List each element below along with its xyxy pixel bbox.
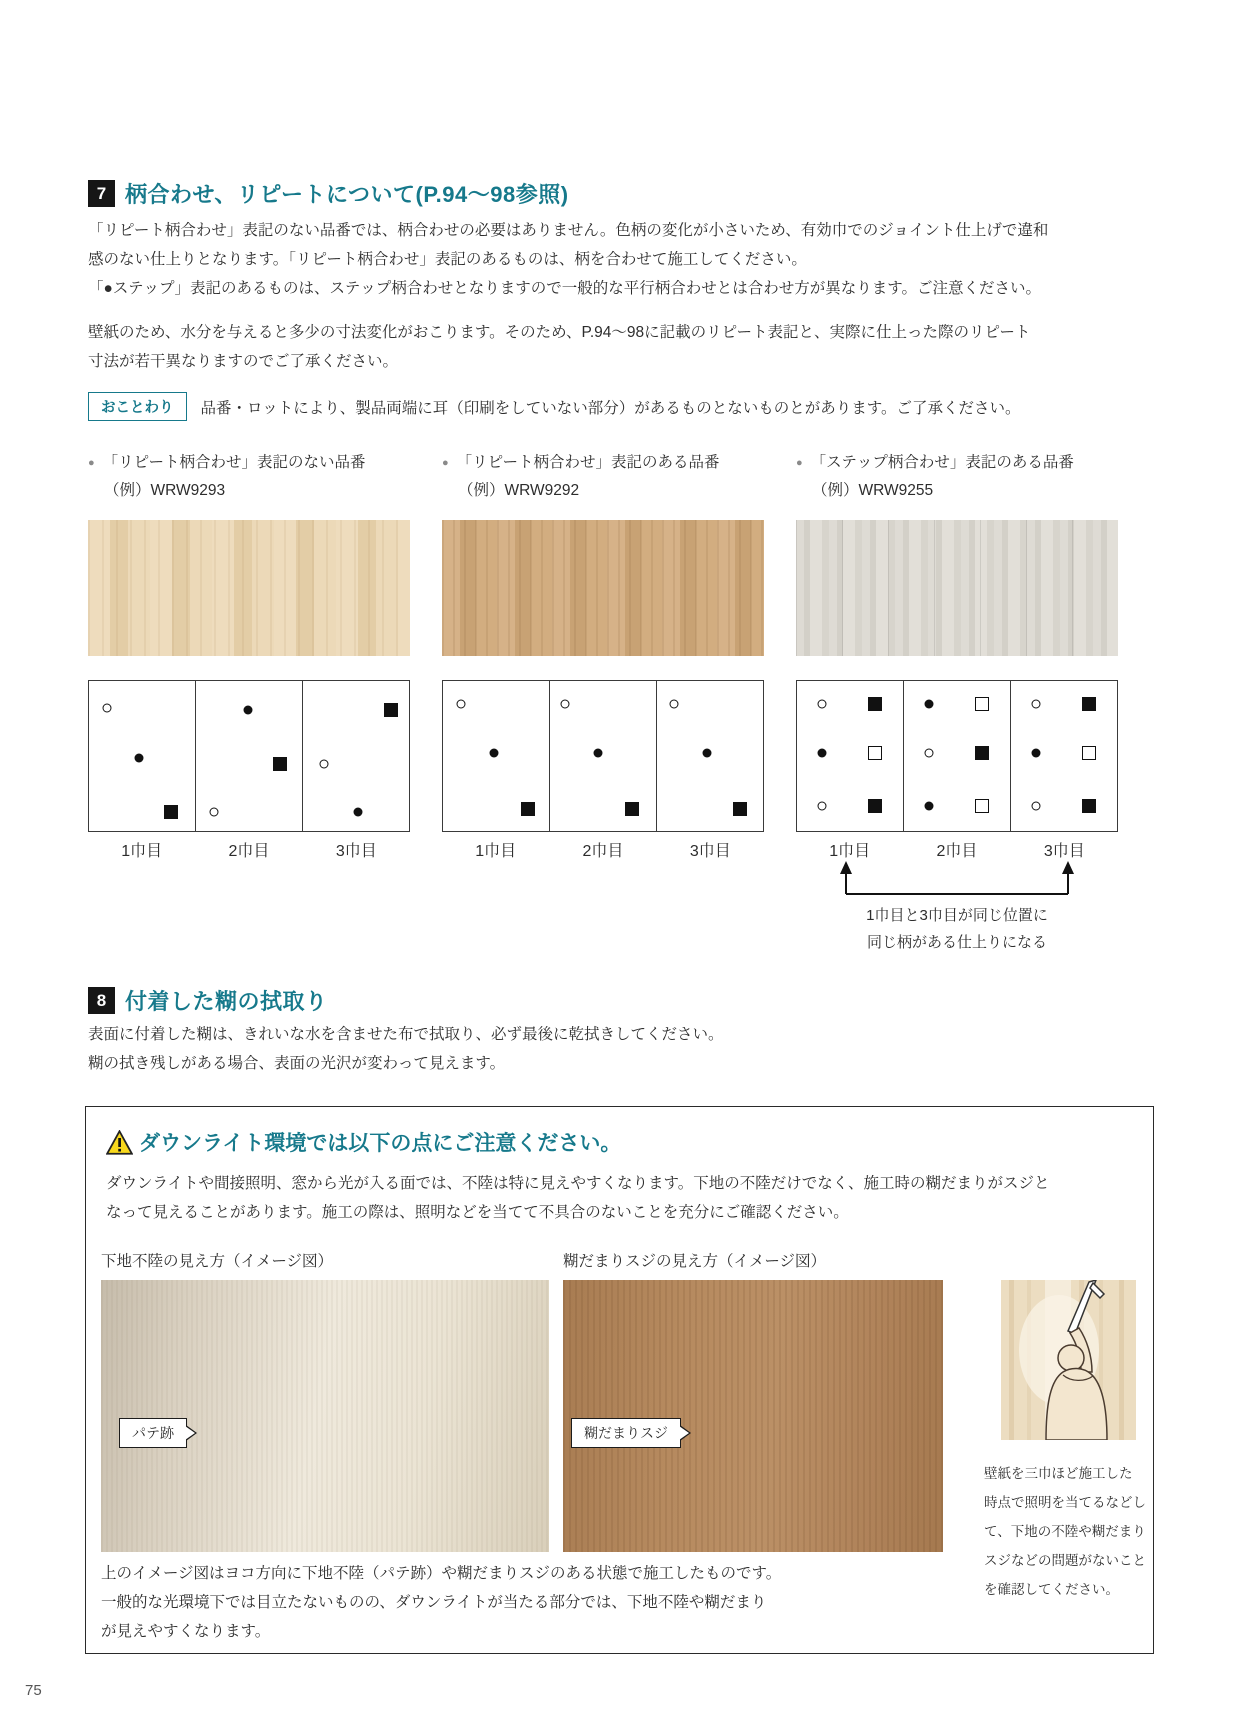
side-note-text bbox=[984, 1459, 1156, 1604]
pattern-marker bbox=[925, 749, 934, 758]
section8-title: 付着した糊の拭取り bbox=[125, 989, 328, 1014]
substrate-unevenness-image bbox=[101, 1280, 549, 1552]
pattern-marker bbox=[925, 801, 934, 810]
text-line: 寸法が若干異なりますのでご了承ください。 bbox=[88, 353, 399, 370]
okotowari-label: おことわり bbox=[88, 392, 187, 421]
text-line: 糊の拭き残しがある場合、表面の光沢が変わって見えます。 bbox=[88, 1055, 506, 1072]
pattern-column-step bbox=[796, 452, 1118, 951]
okotowari-text: 品番・ロットにより、製品両端に耳（印刷をしていない部分）があるものとないものとがあります。ご了承ください。 bbox=[200, 399, 1021, 417]
pattern-marker bbox=[818, 801, 827, 810]
okotowari-notice bbox=[88, 392, 1020, 421]
width-labels bbox=[442, 838, 764, 861]
pattern-marker bbox=[818, 699, 827, 708]
pattern-marker bbox=[975, 799, 989, 813]
pattern-caption bbox=[796, 452, 1118, 474]
caution-paragraph bbox=[106, 1169, 1050, 1227]
pattern-marker bbox=[868, 697, 882, 711]
pattern-diagram bbox=[796, 680, 1118, 832]
page-number: 75 bbox=[25, 1682, 42, 1699]
section7-header bbox=[88, 178, 569, 209]
caution-header bbox=[106, 1127, 621, 1157]
pattern-caption bbox=[88, 452, 410, 474]
width-label: 3巾目 bbox=[335, 843, 377, 860]
section7-paragraph2 bbox=[88, 318, 1030, 376]
section7-number-badge: 7 bbox=[88, 180, 115, 207]
pattern-panel bbox=[796, 680, 904, 832]
pattern-caption-text: 「リピート柄合わせ」表記のある品番 bbox=[456, 454, 720, 471]
paste-streak-callout: 糊だまりスジ bbox=[571, 1418, 681, 1448]
text-line: を確認してください。 bbox=[984, 1582, 1119, 1597]
pattern-marker bbox=[868, 746, 882, 760]
text-line: ダウンライトや間接照明、窓から光が入る面では、不陸は特に見えやすくなります。下地の不陸だけでなく、施工時の糊だまりがスジと bbox=[106, 1175, 1050, 1192]
text-line: 一般的な光環境下では目立たないものの、ダウンライトが当たる部分では、下地不陸や糊だまり bbox=[101, 1594, 767, 1611]
pattern-marker bbox=[1082, 746, 1096, 760]
text-line: なって見えることがあります。施工の際は、照明などを当てて不具合のないことを充分にご確認ください。 bbox=[106, 1204, 849, 1221]
width-label: 2巾目 bbox=[228, 843, 270, 860]
width-label: 1巾目 bbox=[829, 843, 871, 860]
pattern-marker bbox=[273, 757, 287, 771]
bullet-icon: ● bbox=[442, 457, 449, 469]
pattern-marker bbox=[669, 699, 678, 708]
pattern-marker bbox=[868, 799, 882, 813]
width-labels bbox=[88, 838, 410, 861]
pattern-marker bbox=[521, 802, 535, 816]
pattern-marker bbox=[1082, 799, 1096, 813]
section7-paragraph1 bbox=[88, 216, 1048, 303]
width-label: 1巾目 bbox=[475, 843, 517, 860]
pattern-marker bbox=[384, 703, 398, 717]
pattern-caption-text: 「リピート柄合わせ」表記のない品番 bbox=[102, 454, 366, 471]
text-line: 壁紙を三巾ほど施工した bbox=[984, 1466, 1133, 1481]
section8-header bbox=[88, 985, 328, 1016]
pattern-marker bbox=[103, 704, 112, 713]
text-line: が見えやすくなります。 bbox=[101, 1623, 271, 1640]
text-line: て、下地の不陸や糊だまり bbox=[984, 1524, 1146, 1539]
pattern-marker bbox=[1032, 801, 1041, 810]
pattern-marker bbox=[625, 802, 639, 816]
pattern-panel bbox=[195, 680, 303, 832]
text-line: 「●ステップ」表記のあるものは、ステップ柄合わせとなりますので一般的な平行柄合わせとは合わせ方が異なります。ご注意ください。 bbox=[88, 280, 1042, 297]
pattern-marker bbox=[560, 699, 569, 708]
pattern-example-code: （例）WRW9255 bbox=[812, 482, 934, 499]
pattern-marker bbox=[1082, 697, 1096, 711]
pattern-marker bbox=[134, 753, 143, 762]
paste-streak-image bbox=[563, 1280, 943, 1552]
section8-number-badge: 8 bbox=[88, 987, 115, 1014]
pattern-panel bbox=[656, 680, 764, 832]
pattern-panel bbox=[442, 680, 550, 832]
pattern-marker bbox=[164, 805, 178, 819]
pattern-marker bbox=[354, 807, 363, 816]
pattern-marker bbox=[975, 697, 989, 711]
pattern-panel bbox=[903, 680, 1011, 832]
pattern-marker bbox=[320, 759, 329, 768]
step-match-note bbox=[796, 902, 1118, 956]
text-line: 表面に付着した糊は、きれいな水を含ませた布で拭取り、必ず最後に乾拭きしてください。 bbox=[88, 1026, 724, 1043]
caution-title: ダウンライト環境では以下の点にご注意ください。 bbox=[139, 1132, 622, 1155]
text-line: 感のない仕上りとなります。「リピート柄合わせ」表記のあるものは、柄を合わせて施工してください。 bbox=[88, 251, 807, 268]
pattern-column-no-repeat bbox=[88, 452, 410, 860]
pattern-column-repeat bbox=[442, 452, 764, 860]
step-match-bracket-arrows bbox=[836, 860, 1078, 900]
text-line: 1巾目と3巾目が同じ位置に bbox=[866, 907, 1048, 924]
wallpaper-sample-image bbox=[442, 520, 764, 656]
text-line: 上のイメージ図はヨコ方向に下地不陸（パテ跡）や糊だまりスジのある状態で施工したものです。 bbox=[101, 1565, 782, 1582]
pattern-marker bbox=[489, 749, 498, 758]
warning-triangle-icon bbox=[106, 1130, 133, 1155]
pattern-example-code: （例）WRW9293 bbox=[104, 482, 226, 499]
text-line: 壁紙のため、水分を与えると多少の寸法変化がおこります。そのため、P.94〜98に記載のリピート表記と、実際に仕上った際のリピート bbox=[88, 324, 1031, 341]
pattern-caption-text: 「ステップ柄合わせ」表記のある品番 bbox=[810, 454, 1074, 471]
pattern-panel bbox=[302, 680, 410, 832]
wallpaper-sample-image bbox=[796, 520, 1118, 656]
pattern-marker bbox=[1032, 749, 1041, 758]
wallpaper-sample-image bbox=[88, 520, 410, 656]
width-label: 1巾目 bbox=[121, 843, 163, 860]
pattern-panel bbox=[549, 680, 657, 832]
worker-checking-light-illustration bbox=[1001, 1280, 1136, 1440]
putty-mark-callout: パテ跡 bbox=[119, 1418, 187, 1448]
substrate-image-label: 下地不陸の見え方（イメージ図） bbox=[101, 1253, 334, 1270]
pattern-panel bbox=[1010, 680, 1118, 832]
width-labels bbox=[796, 838, 1118, 861]
pattern-marker bbox=[925, 699, 934, 708]
downlight-caution-box bbox=[85, 1106, 1154, 1654]
image-caption bbox=[101, 1559, 781, 1646]
pattern-marker bbox=[210, 807, 219, 816]
pattern-example-code: （例）WRW9292 bbox=[458, 482, 580, 499]
pattern-marker bbox=[818, 749, 827, 758]
pattern-marker bbox=[243, 705, 252, 714]
pattern-marker bbox=[457, 699, 466, 708]
width-label: 3巾目 bbox=[1043, 843, 1085, 860]
bullet-icon: ● bbox=[796, 457, 803, 469]
pattern-diagram bbox=[88, 680, 410, 832]
pattern-diagram bbox=[442, 680, 764, 832]
width-label: 2巾目 bbox=[582, 843, 624, 860]
width-label: 2巾目 bbox=[936, 843, 978, 860]
pattern-marker bbox=[733, 802, 747, 816]
pattern-panel bbox=[88, 680, 196, 832]
bullet-icon: ● bbox=[88, 457, 95, 469]
pattern-marker bbox=[975, 746, 989, 760]
pattern-marker bbox=[702, 749, 711, 758]
section8-paragraph bbox=[88, 1020, 724, 1078]
text-line: スジなどの問題がないこと bbox=[984, 1553, 1146, 1568]
pattern-caption bbox=[442, 452, 764, 474]
width-label: 3巾目 bbox=[689, 843, 731, 860]
text-line: 「リピート柄合わせ」表記のない品番では、柄合わせの必要はありません。色柄の変化が小さいため、有効巾でのジョイント仕上げで違和 bbox=[88, 222, 1049, 239]
section7-title: 柄合わせ、リピートについて(P.94〜98参照) bbox=[125, 182, 569, 207]
text-line: 時点で照明を当てるなどし bbox=[984, 1495, 1146, 1510]
pattern-marker bbox=[593, 749, 602, 758]
pattern-marker bbox=[1032, 699, 1041, 708]
text-line: 同じ柄がある仕上りになる bbox=[866, 934, 1047, 951]
paste-streak-image-label: 糊だまりスジの見え方（イメージ図） bbox=[563, 1253, 827, 1270]
